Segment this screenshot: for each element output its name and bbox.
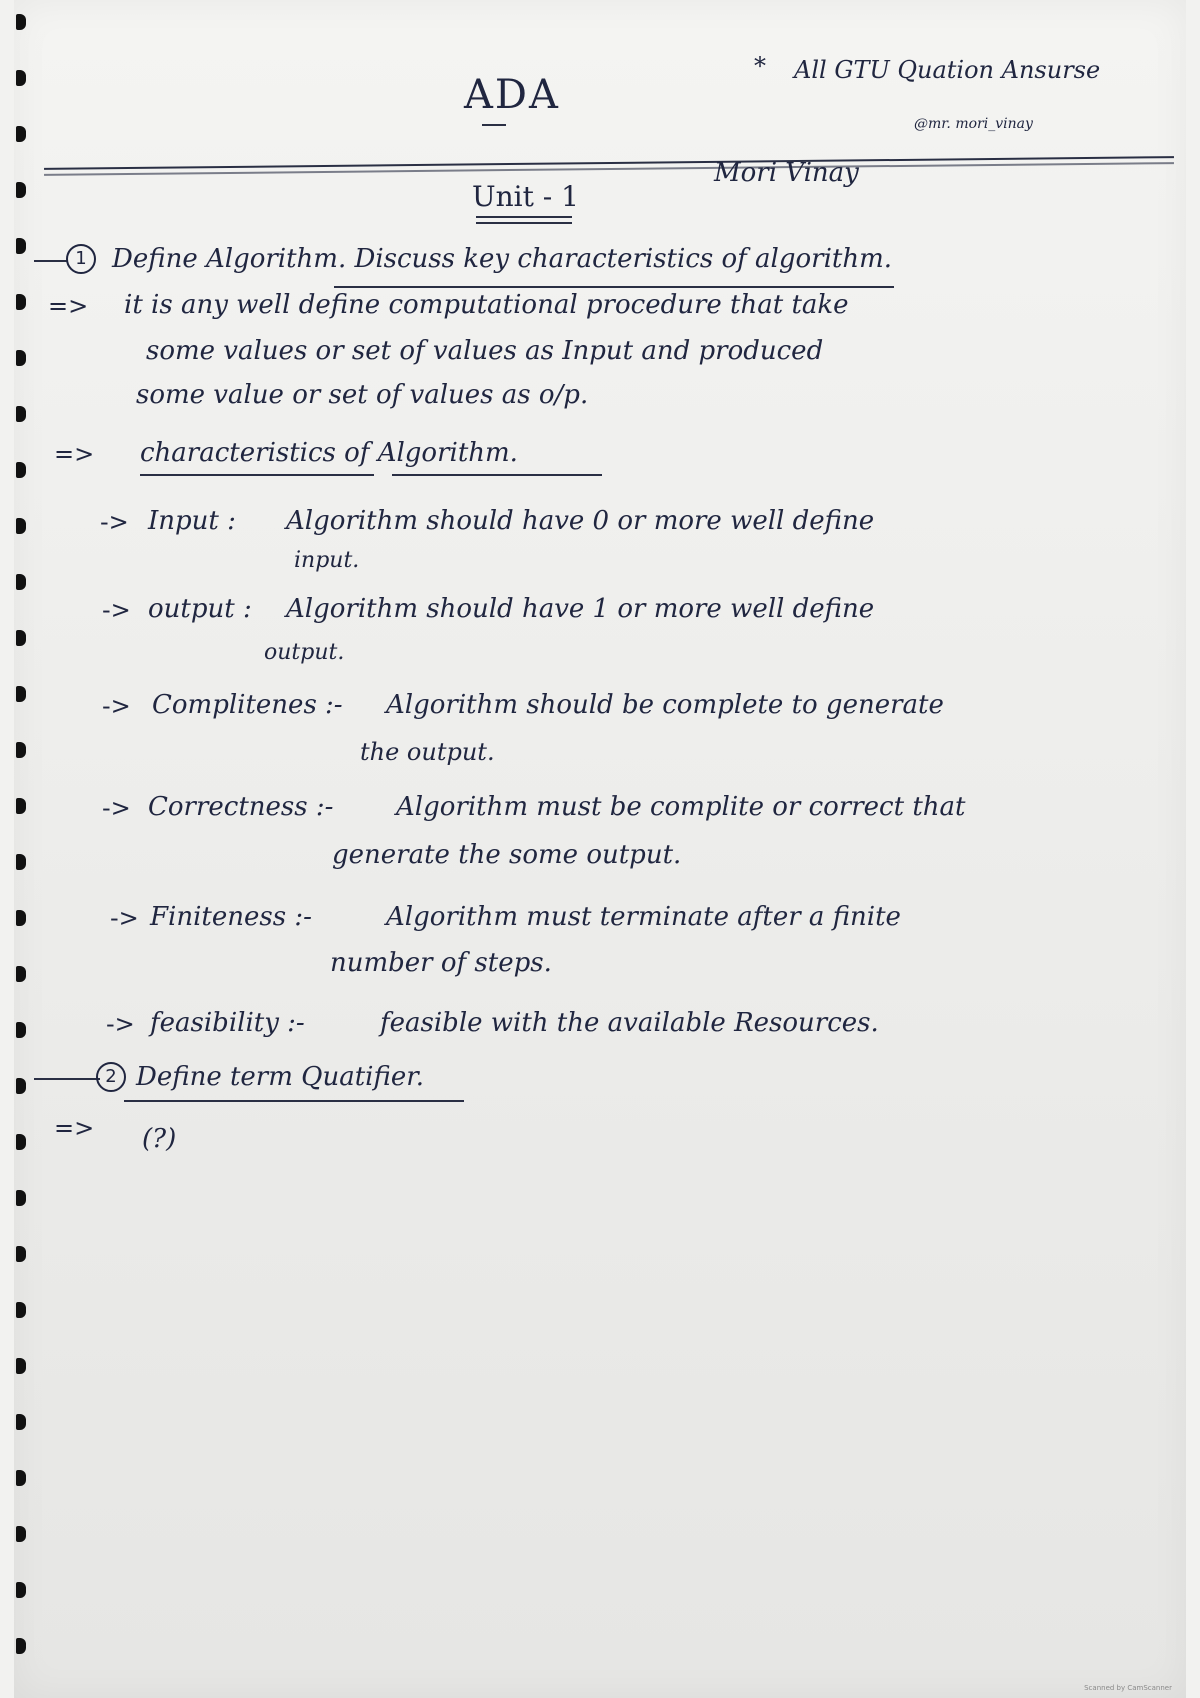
- binder-hole: [16, 630, 26, 646]
- tagline: All GTU Quation Ansurse: [794, 56, 1101, 84]
- characteristic-term: feasibility :-: [150, 1008, 305, 1038]
- answer-line: (?): [142, 1124, 177, 1154]
- binder-hole: [16, 462, 26, 478]
- characteristic-term: Input :: [148, 506, 236, 536]
- characteristic-desc: feasible with the available Resources.: [380, 1008, 879, 1038]
- question-text: Define term Quatifier.: [136, 1062, 425, 1092]
- implies-arrow: =>: [54, 440, 95, 468]
- binder-hole: [16, 70, 26, 86]
- question-number: 2: [96, 1062, 126, 1092]
- characteristic-term: Finiteness :-: [150, 902, 312, 932]
- question-text: Define Algorithm. Discuss key characteristics of algorithm.: [112, 244, 892, 274]
- implies-arrow: =>: [48, 292, 89, 320]
- characteristic-desc: the output.: [360, 738, 495, 766]
- bullet-arrow: ->: [106, 1010, 135, 1038]
- binder-hole: [16, 1470, 26, 1486]
- unit-heading: Unit - 1: [472, 180, 579, 213]
- unit-underline-1: [476, 216, 572, 218]
- bullet-arrow: ->: [102, 794, 131, 822]
- characteristic-term: Complitenes :-: [152, 690, 343, 720]
- binder-hole: [16, 742, 26, 758]
- bullet-arrow: ->: [102, 596, 131, 624]
- characteristic-desc: input.: [294, 548, 360, 573]
- bullet-arrow: ->: [110, 904, 139, 932]
- question-underline: [334, 286, 894, 288]
- binder-hole: [16, 1190, 26, 1206]
- binder-hole: [16, 1302, 26, 1318]
- characteristic-term: output :: [148, 594, 252, 624]
- binder-hole: [16, 854, 26, 870]
- characteristic-desc: Algorithm must be complite or correct that: [396, 792, 966, 822]
- binder-hole: [16, 518, 26, 534]
- characteristic-desc: Algorithm should have 1 or more well define: [286, 594, 875, 624]
- answer-line: some value or set of values as o/p.: [136, 380, 589, 410]
- binder-hole: [16, 686, 26, 702]
- question-marker-dash: [34, 260, 68, 262]
- subject-title: ADA: [464, 72, 560, 118]
- binder-hole: [16, 1022, 26, 1038]
- binder-hole: [16, 126, 26, 142]
- bullet-arrow: ->: [102, 692, 131, 720]
- implies-arrow: =>: [54, 1114, 95, 1142]
- answer-line: some values or set of values as Input and produced: [146, 336, 824, 366]
- binder-hole: [16, 406, 26, 422]
- binder-hole: [16, 1638, 26, 1654]
- binder-holes: [14, 0, 34, 1698]
- answer-line: it is any well define computational procedure that take: [124, 290, 849, 320]
- author-name: Mori Vinay: [714, 158, 859, 188]
- binder-hole: [16, 238, 26, 254]
- star-mark: *: [754, 52, 766, 80]
- binder-hole: [16, 1358, 26, 1374]
- unit-underline-2: [476, 222, 572, 224]
- binder-hole: [16, 1582, 26, 1598]
- title-underline: [482, 124, 506, 126]
- question-underline: [124, 1100, 464, 1102]
- question-number: 1: [66, 244, 96, 274]
- binder-hole: [16, 1526, 26, 1542]
- question-marker-dash: [34, 1078, 100, 1080]
- characteristics-heading: characteristics of Algorithm.: [140, 438, 518, 468]
- notebook-page: [14, 0, 1186, 1698]
- characteristic-desc: Algorithm should be complete to generate: [386, 690, 944, 720]
- binder-hole: [16, 910, 26, 926]
- heading-underline: [392, 474, 602, 476]
- heading-underline: [140, 474, 374, 476]
- binder-hole: [16, 1078, 26, 1094]
- binder-hole: [16, 1414, 26, 1430]
- binder-hole: [16, 574, 26, 590]
- binder-hole: [16, 1134, 26, 1150]
- binder-hole: [16, 1246, 26, 1262]
- author-handle: @mr. mori_vinay: [914, 116, 1033, 132]
- characteristic-term: Correctness :-: [148, 792, 334, 822]
- header-rule-second: [44, 162, 1174, 176]
- binder-hole: [16, 14, 26, 30]
- binder-hole: [16, 182, 26, 198]
- characteristic-desc: generate the some output.: [332, 840, 682, 870]
- binder-hole: [16, 350, 26, 366]
- binder-hole: [16, 798, 26, 814]
- characteristic-desc: number of steps.: [330, 948, 552, 978]
- characteristic-desc: Algorithm should have 0 or more well define: [286, 506, 875, 536]
- binder-hole: [16, 966, 26, 982]
- scanner-mark: Scanned by CamScanner: [1084, 1684, 1172, 1692]
- characteristic-desc: output.: [264, 640, 345, 665]
- bullet-arrow: ->: [100, 508, 129, 536]
- binder-hole: [16, 294, 26, 310]
- characteristic-desc: Algorithm must terminate after a finite: [386, 902, 901, 932]
